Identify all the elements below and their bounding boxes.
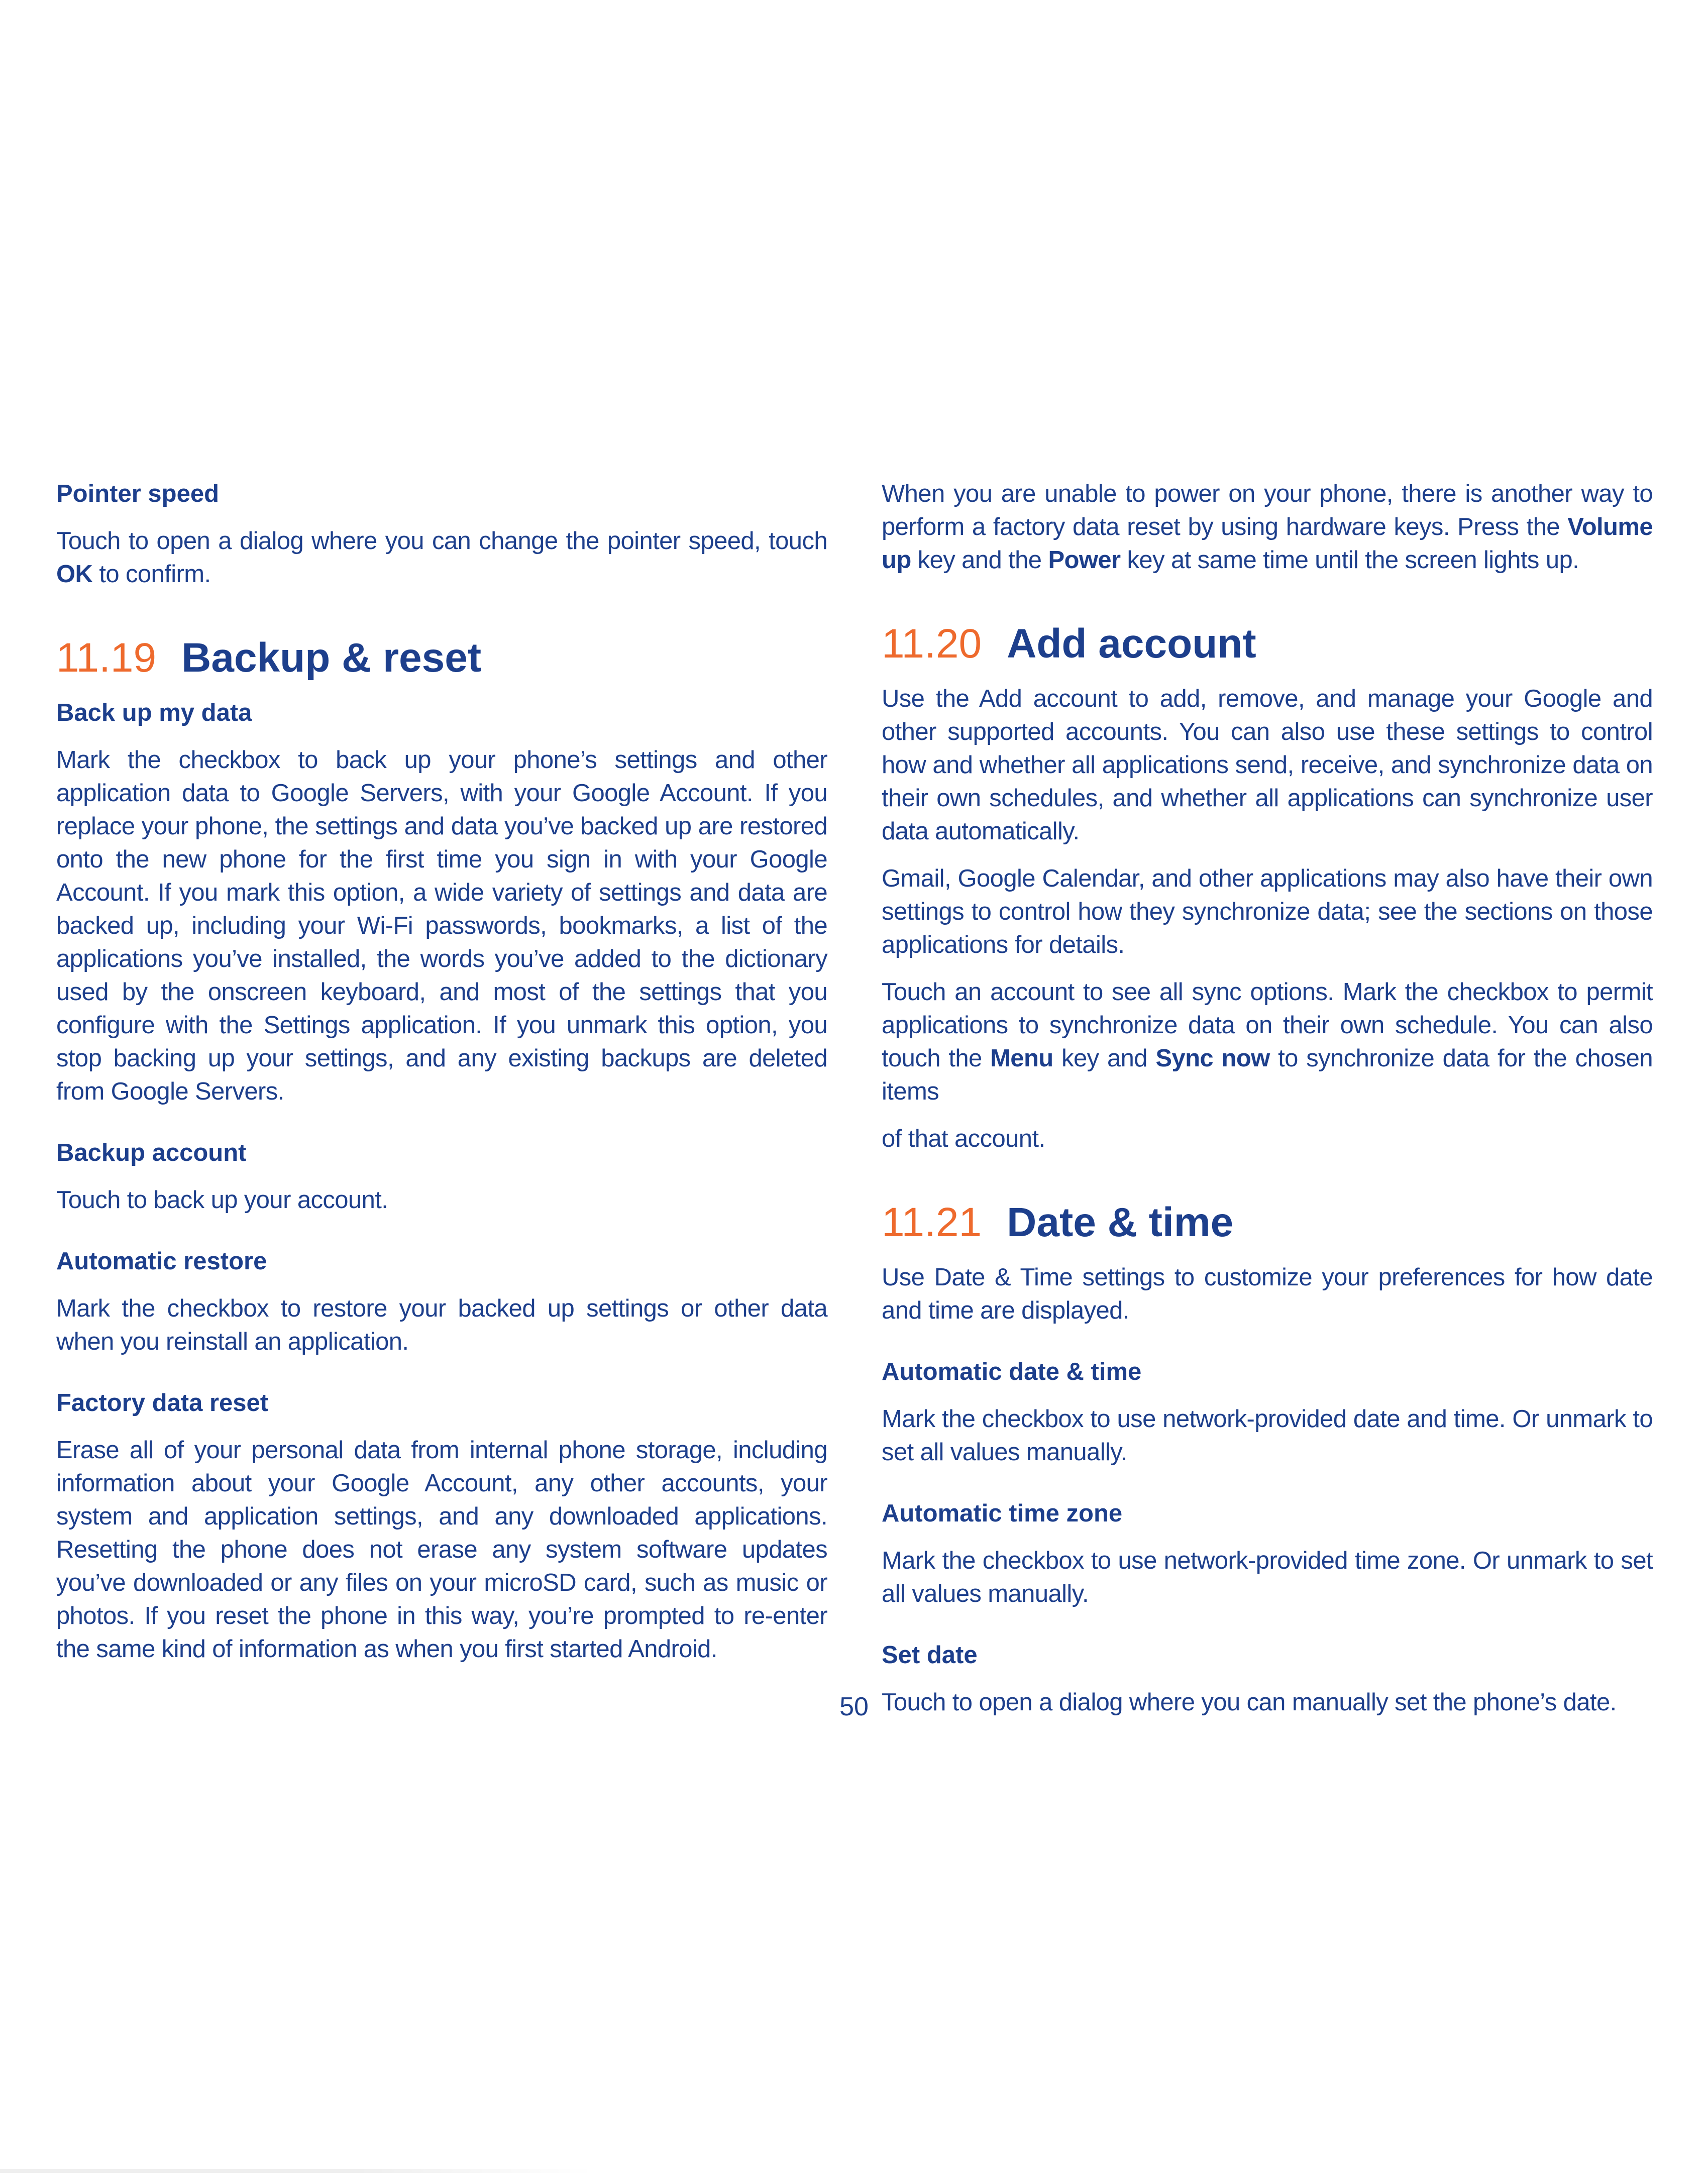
factory-data-reset-heading: Factory data reset (56, 1389, 269, 1416)
set-date-text: Touch to open a dialog where you can manually set the phone’s date. (882, 1689, 1617, 1716)
right-column (882, 477, 1653, 1719)
add-account-text-3: Touch an account to see all sync options. Mark the checkbox to permit applications to synchronize data on their own schedule. You can also touch the Menu key and Sync now to synchronize data for the chosen items (882, 978, 1653, 1105)
section-11-21-heading (882, 1198, 1653, 1247)
footer-divider (0, 2169, 593, 2173)
pointer-speed-text: Touch to open a dialog where you can change the pointer speed, touch OK to confirm. (56, 527, 827, 588)
section-11-19-heading (56, 634, 827, 682)
add-account-text-2: Gmail, Google Calendar, and other applications may also have their own settings to control how they synchronize data; see the sections on those applications for details. (882, 865, 1653, 958)
menu-keyword: Menu (990, 1045, 1053, 1072)
section-title: Date & time (1007, 1200, 1234, 1245)
section-number: 11.21 (882, 1200, 982, 1245)
sync-now-keyword: Sync now (1155, 1045, 1270, 1072)
left-column (56, 477, 827, 1666)
automatic-time-zone-heading: Automatic time zone (882, 1500, 1123, 1527)
set-date-heading: Set date (882, 1642, 978, 1669)
date-time-intro-text: Use Date & Time settings to customize your preferences for how date and time are displayed. (882, 1264, 1653, 1324)
section-11-20-heading (882, 620, 1653, 668)
add-account-text-4: of that account. (882, 1125, 1045, 1152)
automatic-time-zone-text: Mark the checkbox to use network-provided time zone. Or unmark to set all values manually. (882, 1547, 1653, 1607)
section-title: Backup & reset (181, 635, 482, 681)
pointer-speed-heading: Pointer speed (56, 480, 220, 507)
power-keyword: Power (1048, 547, 1121, 574)
page-number: 50 (839, 1692, 869, 1721)
add-account-text-1: Use the Add account to add, remove, and manage your Google and other supported accounts. You can also use these settings to control how and whether all applications send, receive, and synchronize data on their own schedules, and whether all applications can synchronize user data automatically. (882, 685, 1653, 845)
automatic-date-time-heading: Automatic date & time (882, 1358, 1142, 1385)
backup-account-text: Touch to back up your account. (56, 1186, 388, 1214)
back-up-my-data-text: Mark the checkbox to back up your phone’s settings and other application data to Google Servers, with your Google Account. If you replace your phone, the settings and data you’ve backed up are restored onto the new phone for the first time you sign in with your Google Account. If you mark this option, a wide variety of settings and data are backed up, including your Wi-Fi passwords, bookmarks, a list of the applications you’ve installed, the words you’ve added to the dictionary used by the onscreen keyboard, and most of the settings that you configure with the Settings application. If you unmark this option, you stop backing up your settings, and any existing backups are deleted from Google Servers. (56, 746, 827, 1105)
automatic-restore-text: Mark the checkbox to restore your backed up settings or other data when you reinstall an application. (56, 1295, 827, 1355)
automatic-restore-heading: Automatic restore (56, 1248, 267, 1275)
back-up-my-data-heading: Back up my data (56, 699, 252, 726)
volume-up-keyword: Volume up (882, 513, 1653, 574)
section-number: 11.20 (882, 621, 982, 667)
backup-account-heading: Backup account (56, 1139, 247, 1166)
automatic-date-time-text: Mark the checkbox to use network-provided date and time. Or unmark to set all values manually. (882, 1405, 1653, 1466)
section-title: Add account (1007, 621, 1256, 667)
ok-keyword: OK (56, 561, 93, 588)
hardware-reset-text: When you are unable to power on your phone, there is another way to perform a factory data reset by using hardware keys. Press the Volume up key and the Power key at same time until the screen lights up. (882, 480, 1653, 574)
factory-data-reset-text: Erase all of your personal data from internal phone storage, including information about your Google Account, any other accounts, your system and application settings, and any downloaded applications. Resetting the phone does not erase any system software updates you’ve downloaded or any files on your microSD card, such as music or photos. If you reset the phone in this way, you’re prompted to re-enter the same kind of information as when you first started Android. (56, 1437, 827, 1663)
section-number: 11.19 (56, 635, 157, 681)
